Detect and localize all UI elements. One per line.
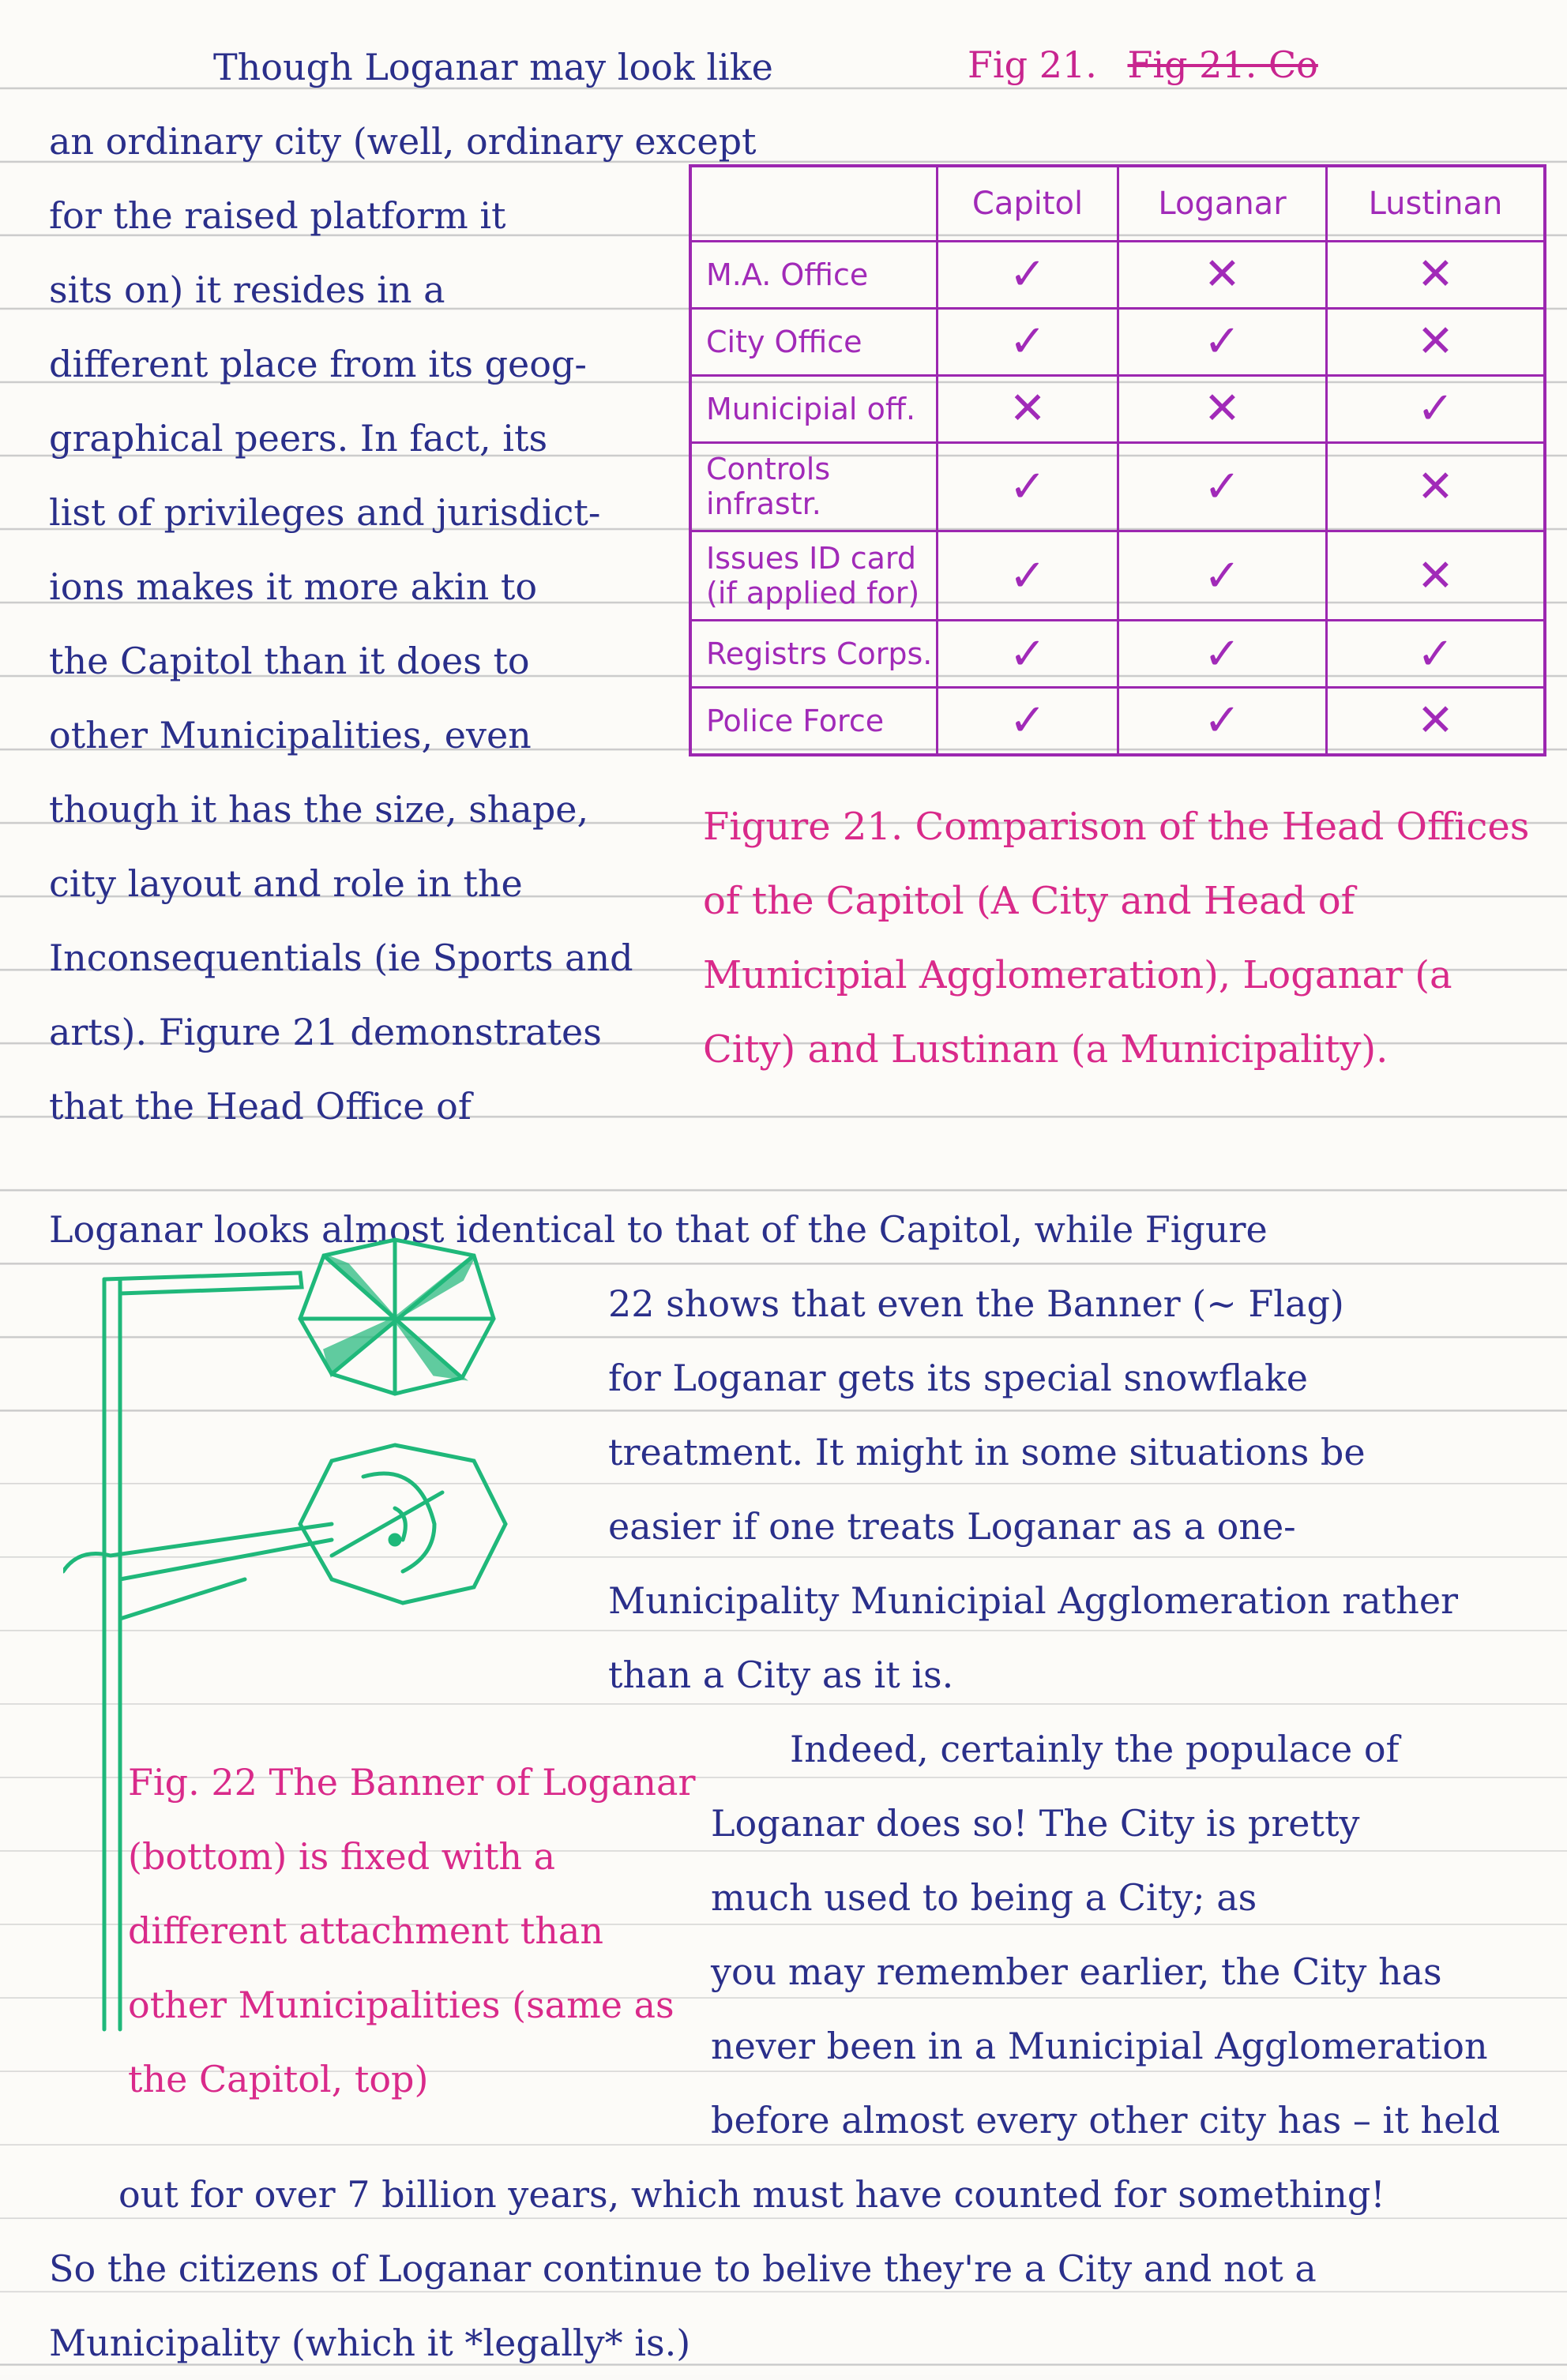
row-label: Issues ID card (if applied for) (690, 531, 938, 621)
col-header-loganar: Loganar (1118, 166, 1327, 242)
left-line: ions makes it more akin to (49, 565, 538, 608)
closing-line: So the citizens of Loganar continue to belive they're a City and not a (49, 2247, 1317, 2290)
left-line: arts). Figure 21 demonstrates (49, 1011, 602, 1053)
right-line: than a City as it is. (608, 1654, 954, 1696)
check-icon: ✓ (1118, 442, 1327, 531)
capitol-banner (300, 1240, 494, 1394)
closing-line: Municipality (which it *legally* is.) (49, 2322, 691, 2364)
left-line: city layout and role in the (49, 862, 523, 905)
right-line: Municipality Municipial Agglomeration rather (608, 1579, 1459, 1622)
row-label: Registrs Corps. (690, 621, 938, 688)
row-label: Police Force (690, 687, 938, 755)
banner-pole (104, 1279, 120, 2029)
row-label: M.A. Office (690, 242, 938, 309)
fig-heading (968, 43, 1318, 86)
cross-icon: ✕ (1326, 687, 1545, 755)
left-line: that the Head Office of (49, 1085, 472, 1128)
check-icon: ✓ (938, 242, 1118, 309)
left-line: though it has the size, shape, (49, 788, 589, 831)
closing-line: out for over 7 billion years, which must have counted for something! (118, 2173, 1385, 2216)
table-row (690, 308, 1545, 375)
table-row (690, 375, 1545, 442)
col-header-lustinan: Lustinan (1326, 166, 1545, 242)
check-icon: ✓ (1326, 375, 1545, 442)
top-arm (104, 1273, 302, 1293)
right-line: before almost every other city has – it held (711, 2099, 1501, 2142)
check-icon: ✓ (938, 442, 1118, 531)
table-row (690, 442, 1545, 531)
right-line: Loganar does so! The City is pretty (711, 1802, 1360, 1845)
left-line: an ordinary city (well, ordinary except (49, 120, 757, 163)
check-icon: ✓ (938, 308, 1118, 375)
fig-heading-struck: Fig 21. Co (1127, 43, 1318, 86)
left-line: graphical peers. In fact, its (49, 417, 548, 460)
fig-heading-label: Fig 21. (968, 43, 1097, 86)
table-row (690, 242, 1545, 309)
row-label: Municipial off. (690, 375, 938, 442)
cross-icon: ✕ (1118, 242, 1327, 309)
full-line-1: Loganar looks almost identical to that of the Capitol, while Figure (49, 1208, 1268, 1251)
check-icon: ✓ (938, 531, 1118, 621)
check-icon: ✓ (938, 687, 1118, 755)
cross-icon: ✕ (1118, 375, 1327, 442)
row-label: Controls infrastr. (690, 442, 938, 531)
cross-icon: ✕ (1326, 442, 1545, 531)
table-corner (690, 166, 938, 242)
check-icon: ✓ (1118, 621, 1327, 688)
figure-22-caption: Fig. 22 The Banner of Loganar (bottom) is fixed with a different attachment than other Municipalities (same as the Capitol, top) (128, 1761, 696, 2100)
row-label: City Office (690, 308, 938, 375)
right-line: never been in a Municipial Agglomeration (711, 2025, 1488, 2067)
left-line: the Capitol than it does to (49, 640, 530, 682)
check-icon: ✓ (1326, 621, 1545, 688)
check-icon: ✓ (1118, 308, 1327, 375)
right-line: easier if one treats Loganar as a one- (608, 1505, 1296, 1548)
left-line: for the raised platform it (49, 194, 506, 237)
left-line: list of privileges and jurisdict- (49, 491, 601, 534)
cross-icon: ✕ (1326, 308, 1545, 375)
right-line: you may remember earlier, the City has (711, 1950, 1442, 1993)
cross-icon: ✕ (1326, 242, 1545, 309)
check-icon: ✓ (1118, 531, 1327, 621)
left-line: Though Loganar may look like (213, 46, 773, 88)
figure-21-caption: Figure 21. Comparison of the Head Offices of the Capitol (A City and Head of Municipial Agglomeration), Loganar (a City) and Lustinan (a Municipality). (703, 805, 1530, 1072)
table-row (690, 621, 1545, 688)
left-line: different place from its geog- (49, 343, 587, 385)
right-line: for Loganar gets its special snowflake (608, 1357, 1308, 1399)
table-row (690, 531, 1545, 621)
left-line: other Municipalities, even (49, 714, 532, 756)
left-line: Inconsequentials (ie Sports and (49, 937, 633, 979)
cross-icon: ✕ (1326, 531, 1545, 621)
check-icon: ✓ (1118, 687, 1327, 755)
right-line: Indeed, certainly the populace of (790, 1728, 1400, 1770)
check-icon: ✓ (938, 621, 1118, 688)
left-line: sits on) it resides in a (49, 268, 445, 311)
col-header-capitol: Capitol (938, 166, 1118, 242)
comparison-table (689, 164, 1546, 756)
cross-icon: ✕ (938, 375, 1118, 442)
right-line: 22 shows that even the Banner (~ Flag) (608, 1282, 1344, 1325)
table-row (690, 687, 1545, 755)
right-line: treatment. It might in some situations be (608, 1431, 1366, 1473)
right-line: much used to being a City; as (711, 1876, 1257, 1919)
